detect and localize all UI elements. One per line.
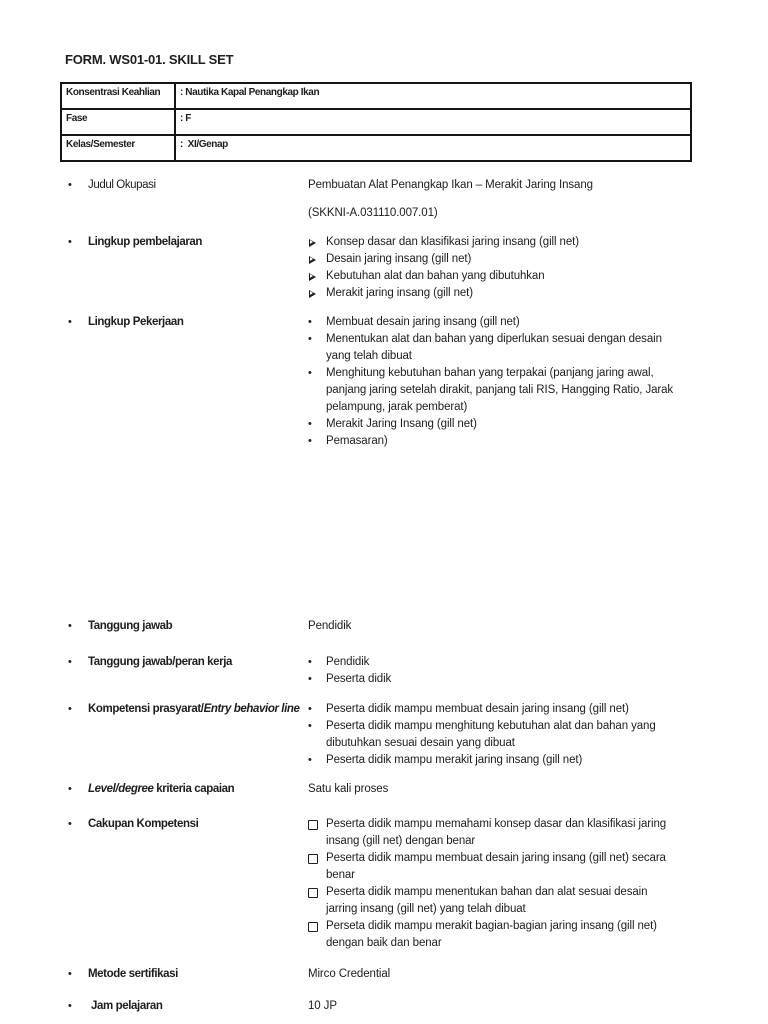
bullet-icon: • [68,1000,72,1012]
value-item [308,966,676,983]
value-text: Desain jaring insang (gill net) [326,253,472,265]
value-text: Peserta didik mampu merakit jaring insang (gill net) [326,754,583,766]
bullet-icon: • [308,316,312,328]
section-values [308,998,676,1015]
section-values [308,781,676,798]
section-label-column [60,314,308,331]
value-item [308,205,676,222]
info-table [60,82,692,162]
bullet-icon: • [308,418,312,430]
value-item [308,884,676,918]
value-item [308,654,676,671]
bullet-icon: • [68,236,72,248]
value-text: Satu kali proses [308,783,389,795]
section-label-column [60,618,308,635]
bullet-icon: • [68,783,72,795]
section-label [88,816,198,833]
section-values [308,654,676,688]
value-item [308,234,676,251]
value-text: Pembuatan Alat Penangkap Ikan – Merakit Jaring Insang [308,179,593,191]
value-item [308,850,676,884]
bullet-icon: • [68,620,72,632]
section-label-column [60,966,308,983]
value-item [308,314,676,331]
section-label [88,314,183,331]
bullet-icon: • [68,179,72,191]
info-label-cell: Konsentrasi Keahlian [61,83,175,109]
section-label [88,998,163,1015]
section-label-run: Tanggung jawab [88,620,173,632]
bullet-icon: • [308,656,312,668]
value-text: Menghitung kebutuhan bahan yang terpakai (panjang jaring awal, panjang jaring setelah dirakit, panjang tali RIS, Hangging Ratio, Jarak pelampung, jarak pemberat) [326,367,677,413]
value-text: Pemasaran) [326,435,388,447]
value-item [308,918,676,952]
info-value-cell: : XI/Genap [175,135,691,161]
value-text: Kebutuhan alat dan bahan yang dibutuhkan [326,270,545,282]
section-label-run: Lingkup pembelajaran [88,236,203,248]
value-text: Mirco Credential [308,968,391,980]
bullet-icon: • [68,818,72,830]
section-label-run: Jam pelajaran [91,1000,163,1012]
value-item [308,251,676,268]
section-judul-okupasi [60,177,708,222]
value-text: Peserta didik mampu menentukan bahan dan alat sesuai desain jarring insang (gill net) yang telah dibuat [326,886,651,915]
section-label [88,781,234,798]
value-text: 10 JP [308,1000,337,1012]
section-kompetensi-prasyarat [60,701,708,769]
value-item [308,177,676,194]
value-text: Peserta didik mampu membuat desain jaring insang (gill net) [326,703,629,715]
value-text: Pendidik [326,656,370,668]
value-text: Pendidik [308,620,352,632]
section-label [88,966,178,983]
section-jam-pelajaran [60,998,708,1015]
section-label-run: Kompetensi prasyarat/ [88,703,204,715]
section-label-column [60,781,308,798]
bullet-icon: • [68,968,72,980]
bullet-icon: • [308,673,312,685]
section-tanggung-jawab [60,618,708,635]
bullet-icon: • [308,703,312,715]
section-values [308,816,676,952]
value-item [308,433,676,450]
section-label-column [60,234,308,251]
section-label-run: Level/degree [88,783,154,795]
value-text: Menentukan alat dan bahan yang diperlukan sesuai dengan desain yang telah dibuat [326,333,665,362]
section-label-run: Judul Okupasi [88,179,156,191]
value-text: Merakit jaring insang (gill net) [326,287,474,299]
section-label-run: Metode sertifikasi [88,968,178,980]
bullet-icon: • [68,656,72,668]
value-text: Merakit Jaring Insang (gill net) [326,418,477,430]
bullet-icon: • [68,703,72,715]
value-text: Perseta didik mampu merakit bagian-bagian jaring insang (gill net) dengan baik dan benar [326,920,661,949]
value-item [308,701,676,718]
section-values [308,177,676,222]
bullet-icon: • [68,316,72,328]
section-lingkup-pembelajaran [60,234,708,302]
section-values [308,966,676,983]
section-label-run: kriteria capaian [153,783,235,795]
info-table-body [61,83,691,161]
section-label [88,701,300,718]
section-cakupan-kompetensi [60,816,708,952]
value-item [308,331,676,365]
info-value-cell: : Nautika Kapal Penangkap Ikan [175,83,691,109]
value-text: Peserta didik mampu memahami konsep dasar dan klasifikasi jaring insang (gill net) dengan benar [326,818,670,847]
section-label-column [60,701,308,718]
section-label-column [60,177,308,194]
value-item [308,285,676,302]
value-item [308,998,676,1015]
info-value-cell: : F [175,109,691,135]
section-label-run: Lingkup Pekerjaan [88,316,184,328]
section-tanggung-jawab-peran-kerja [60,654,708,688]
value-text: Peserta didik [326,673,392,685]
section-metode-sertifikasi [60,966,708,983]
value-text: Peserta didik mampu menghitung kebutuhan alat dan bahan yang dibutuhkan sesuai desain yang dibuat [326,720,659,749]
value-item [308,365,676,416]
info-label-cell: Fase [61,109,175,135]
value-item [308,416,676,433]
value-text: Membuat desain jaring insang (gill net) [326,316,520,328]
section-values [308,234,676,302]
section-lingkup-pekerjaan [60,314,708,450]
info-table-row [61,135,691,161]
value-item [308,718,676,752]
section-level-degree [60,781,708,798]
section-values [308,701,676,769]
section-label-column [60,998,308,1015]
section-values [308,618,676,635]
bullet-icon: • [308,754,312,766]
value-item [308,618,676,635]
form-title: FORM. WS01-01. SKILL SET [65,52,234,67]
value-text: Peserta didik mampu membuat desain jaring insang (gill net) secara benar [326,852,669,881]
section-label-run: Cakupan Kompetensi [88,818,199,830]
info-table-row [61,109,691,135]
info-label-cell: Kelas/Semester [61,135,175,161]
bullet-icon: • [308,435,312,447]
value-item [308,781,676,798]
section-label-run: Entry behavior line [203,703,300,715]
value-item [308,752,676,769]
section-label-column [60,654,308,671]
section-label-column [60,816,308,833]
section-label [88,177,156,194]
section-label [88,618,172,635]
section-values [308,314,676,450]
value-item [308,816,676,850]
bullet-icon: • [308,333,312,345]
value-text: Konsep dasar dan klasifikasi jaring insang (gill net) [326,236,579,248]
bullet-icon: • [308,720,312,732]
sections [60,177,708,1015]
bullet-icon: • [308,367,312,379]
section-label [88,654,232,671]
value-item [308,268,676,285]
section-label-run: Tanggung jawab/peran kerja [88,656,233,668]
section-label [88,234,202,251]
info-table-row [61,83,691,109]
value-text: (SKKNI-A.031110.007.01) [308,207,438,219]
value-item [308,671,676,688]
